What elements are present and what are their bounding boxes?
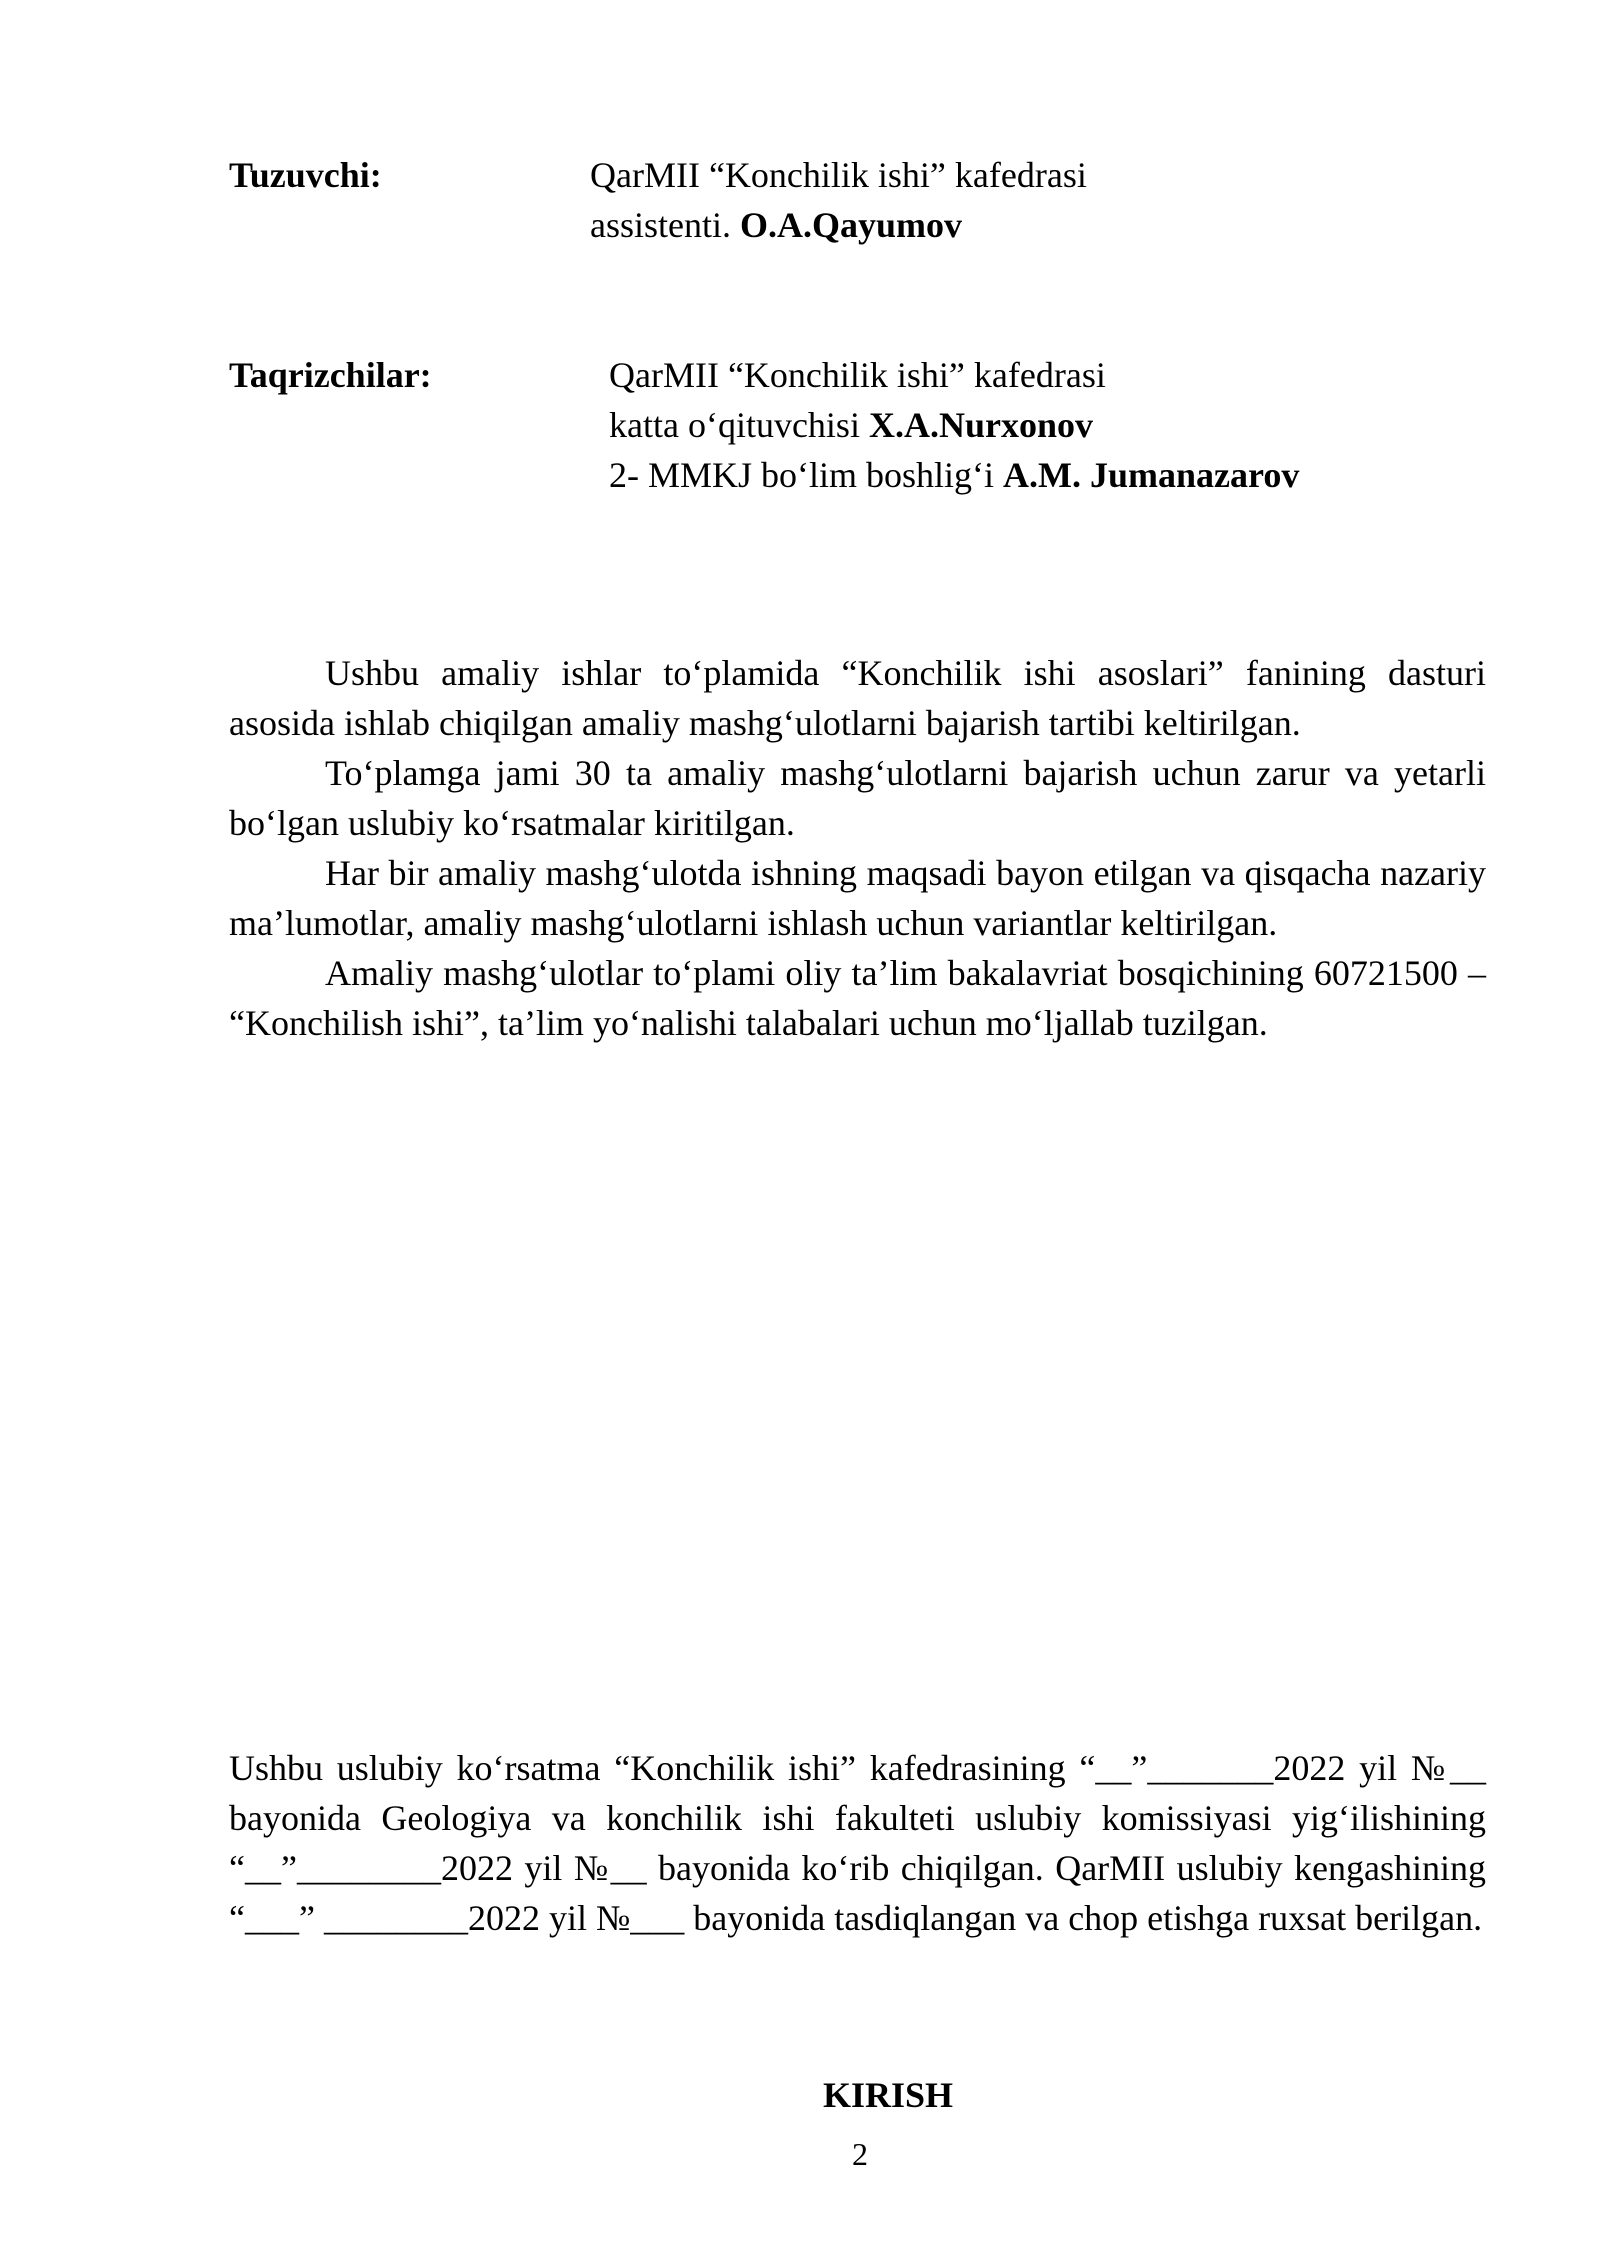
approval-block (229, 1743, 1486, 1943)
compiler-line-2 (590, 200, 962, 250)
description-paragraph: Amaliy mashg‘ulotlar to‘plami oliy ta’lim bakalavriat bosqichining 60721500 – “Konchilish ishi”, ta’lim yo‘nalishi talabalari uchun mo‘ljallab tuzilgan. (229, 953, 1486, 1043)
reviewer-1-title: katta o‘qituvchisi (609, 405, 869, 445)
section-heading: KIRISH (822, 2075, 954, 2115)
compiler-name: O.A.Qayumov (740, 205, 963, 245)
approval-paragraph: Ushbu uslubiy ko‘rsatma “Konchilik ishi” kafedrasining “__”_______2022 yil №__ bayonida Geologiya va konchilik ishi fakulteti uslubiy komissiyasi yig‘ilishining “__”________2022 yil №__ bayonida ko‘rib chiqilgan. QarMII uslubiy kengashining “___” ________2022 yil №___ bayonida tasdiqlangan va chop etishga ruxsat berilgan. (229, 1748, 1486, 1938)
description-paragraph: To‘plamga jami 30 ta amaliy mashg‘ulotlarni bajarish uchun zarur va yetarli bo‘lgan uslubiy ko‘rsatmalar kiritilgan. (229, 753, 1486, 843)
reviewers-line-3 (609, 450, 1299, 500)
compiler-line-1: QarMII “Konchilik ishi” kafedrasi (590, 155, 1087, 195)
page-number: 2 (852, 2136, 868, 2172)
reviewers-label: Taqrizchilar: (229, 355, 432, 395)
reviewers-line-1: QarMII “Konchilik ishi” kafedrasi (609, 355, 1106, 395)
description-paragraph: Ushbu amaliy ishlar to‘plamida “Konchilik ishi asoslari” fanining dasturi asosida ishlab chiqilgan amaliy mashg‘ulotlarni bajarish tartibi keltirilgan. (229, 653, 1486, 743)
compiler-title: assistenti. (590, 205, 740, 245)
reviewer-1-name: X.A.Nurxonov (868, 405, 1093, 445)
compiler-label: Tuzuvchi: (229, 155, 382, 195)
description-paragraph: Har bir amaliy mashg‘ulotda ishning maqsadi bayon etilgan va qisqacha nazariy ma’lumotlar, amaliy mashg‘ulotlarni ishlash uchun variantlar keltirilgan. (229, 853, 1486, 943)
reviewers-line-2 (609, 400, 1093, 450)
reviewer-2-name: A.M. Jumanazarov (1003, 455, 1300, 495)
reviewer-2-title: 2- MMKJ bo‘lim boshlig‘i (609, 455, 1004, 495)
description-block (229, 648, 1486, 1048)
